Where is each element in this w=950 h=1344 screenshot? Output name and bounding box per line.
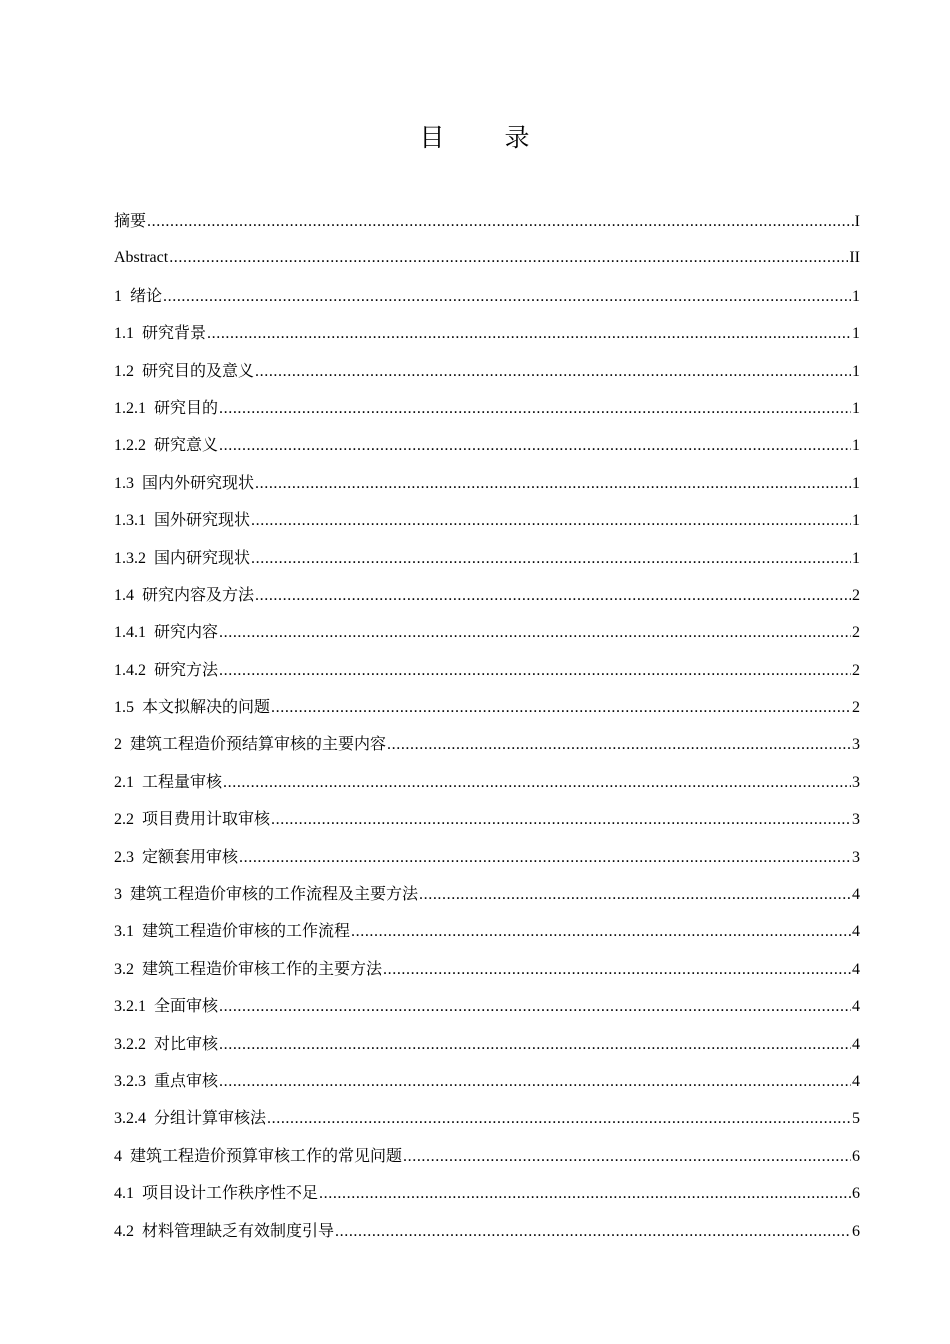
toc-entry-number: 4	[114, 1147, 122, 1165]
toc-entry-title: 工程量审核	[142, 771, 223, 791]
toc-dot-leader	[169, 239, 848, 276]
toc-entry-page-number: 4	[852, 1072, 860, 1090]
toc-entry[interactable]	[114, 1062, 860, 1099]
toc-entry-page-number: 4	[852, 998, 860, 1016]
toc-entry-number: 3.2.2	[114, 1035, 146, 1053]
toc-entry[interactable]	[114, 875, 860, 912]
toc-entry-title: 重点审核	[154, 1070, 219, 1090]
toc-entry[interactable]	[114, 501, 860, 538]
toc-entry[interactable]	[114, 1212, 860, 1249]
toc-entry[interactable]	[114, 613, 860, 650]
toc-dot-leader	[219, 427, 851, 464]
toc-entry-number: 1.2.1	[114, 399, 146, 417]
toc-entry-number: 1.4.2	[114, 661, 146, 679]
toc-entry-title: 国外研究现状	[154, 510, 251, 530]
toc-entry[interactable]	[114, 763, 860, 800]
toc-entry-number: 2.1	[114, 773, 134, 791]
toc-entry-page-number: 3	[852, 736, 860, 754]
toc-entry-number: 1.4	[114, 586, 134, 604]
toc-entry-number: 1.1	[114, 325, 134, 343]
toc-entry-title: 全面审核	[154, 996, 219, 1016]
toc-entry[interactable]	[114, 239, 860, 276]
toc-entry-page-number: 4	[852, 1035, 860, 1053]
toc-dot-leader	[403, 1138, 851, 1175]
toc-entry-page-number: 2	[852, 699, 860, 717]
toc-entry[interactable]	[114, 426, 860, 463]
toc-entry-title: 本文拟解决的问题	[142, 697, 271, 717]
toc-entry[interactable]	[114, 277, 860, 314]
toc-dot-leader	[163, 278, 851, 315]
toc-dot-leader	[351, 913, 851, 950]
toc-entry[interactable]	[114, 352, 860, 389]
toc-entry-title: 建筑工程造价审核工作的主要方法	[142, 958, 383, 978]
toc-entry-title: 研究内容	[154, 622, 219, 642]
toc-entry[interactable]	[114, 539, 860, 576]
toc-dot-leader	[419, 876, 851, 913]
toc-dot-leader	[271, 801, 851, 838]
toc-entry[interactable]	[114, 576, 860, 613]
toc-entry-number: 1	[114, 287, 122, 305]
toc-list	[114, 202, 860, 1249]
toc-entry[interactable]	[114, 1137, 860, 1174]
toc-entry[interactable]	[114, 800, 860, 837]
toc-entry-title: 国内研究现状	[154, 547, 251, 567]
toc-entry[interactable]	[114, 202, 860, 239]
toc-entry[interactable]	[114, 725, 860, 762]
toc-entry-number: 3.1	[114, 923, 134, 941]
toc-dot-leader	[383, 951, 851, 988]
toc-entry-title: 研究意义	[154, 435, 219, 455]
toc-entry-title: Abstract	[114, 249, 169, 267]
toc-entry-number: 4.2	[114, 1222, 134, 1240]
toc-dot-leader	[219, 1026, 851, 1063]
toc-dot-leader	[219, 1063, 851, 1100]
toc-entry-page-number: 1	[852, 437, 860, 455]
toc-entry-page-number: 2	[852, 661, 860, 679]
toc-entry-number: 2.3	[114, 848, 134, 866]
toc-entry-number: 1.3.2	[114, 549, 146, 567]
toc-entry[interactable]	[114, 1174, 860, 1211]
toc-entry-title: 建筑工程造价审核的工作流程	[142, 921, 351, 941]
toc-dot-leader	[251, 502, 851, 539]
toc-entry-page-number: 6	[852, 1185, 860, 1203]
toc-entry-number: 2.2	[114, 811, 134, 829]
toc-entry-page-number: II	[849, 249, 860, 267]
toc-dot-leader	[387, 726, 851, 763]
toc-entry-number: 1.4.1	[114, 624, 146, 642]
toc-entry-number: 1.2.2	[114, 437, 146, 455]
toc-dot-leader	[271, 689, 851, 726]
toc-entry-title: 建筑工程造价审核的工作流程及主要方法	[130, 884, 419, 904]
toc-entry-number: 3.2.1	[114, 998, 146, 1016]
toc-dot-leader	[255, 465, 851, 502]
toc-entry[interactable]	[114, 464, 860, 501]
toc-entry-page-number: 3	[852, 773, 860, 791]
toc-entry-page-number: 6	[852, 1147, 860, 1165]
toc-entry-title: 材料管理缺乏有效制度引导	[142, 1220, 335, 1240]
toc-entry-title: 研究目的	[154, 397, 219, 417]
toc-entry-title: 建筑工程造价预算审核工作的常见问题	[130, 1145, 403, 1165]
toc-entry-number: 3.2	[114, 960, 134, 978]
toc-entry[interactable]	[114, 389, 860, 426]
toc-entry-number: 1.3	[114, 474, 134, 492]
toc-entry-page-number: 2	[852, 586, 860, 604]
toc-dot-leader	[207, 315, 851, 352]
toc-entry-title: 摘要	[114, 211, 147, 230]
toc-dot-leader	[239, 839, 851, 876]
toc-dot-leader	[219, 390, 851, 427]
toc-entry-page-number: 1	[852, 325, 860, 343]
toc-entry-title: 研究内容及方法	[142, 584, 255, 604]
toc-entry-title: 建筑工程造价预结算审核的主要内容	[130, 734, 387, 754]
toc-entry-title: 项目费用计取审核	[142, 809, 271, 829]
toc-entry[interactable]	[114, 314, 860, 351]
toc-entry-number: 1.5	[114, 699, 134, 717]
toc-entry-title: 项目设计工作秩序性不足	[142, 1183, 319, 1203]
toc-dot-leader	[255, 353, 851, 390]
toc-dot-leader	[255, 577, 851, 614]
toc-entry[interactable]	[114, 950, 860, 987]
toc-entry-page-number: 2	[852, 624, 860, 642]
toc-dot-leader	[335, 1213, 851, 1250]
toc-entry-number: 4.1	[114, 1185, 134, 1203]
toc-entry-page-number: 1	[852, 399, 860, 417]
toc-entry-page-number: 4	[852, 923, 860, 941]
toc-entry-number: 2	[114, 736, 122, 754]
toc-entry-title: 绪论	[130, 285, 163, 305]
toc-entry-number: 3	[114, 886, 122, 904]
toc-title: 目 录	[419, 123, 556, 152]
toc-dot-leader	[219, 614, 851, 651]
toc-entry-number: 1.2	[114, 362, 134, 380]
toc-entry-title: 分组计算审核法	[154, 1108, 267, 1128]
toc-entry-title: 对比审核	[154, 1033, 219, 1053]
toc-entry-number: 3.2.3	[114, 1072, 146, 1090]
toc-entry-page-number: 3	[852, 848, 860, 866]
toc-entry-page-number: 4	[852, 886, 860, 904]
toc-dot-leader	[267, 1100, 851, 1137]
toc-entry-title: 定额套用审核	[142, 846, 239, 866]
toc-entry-number: 1.3.1	[114, 512, 146, 530]
toc-entry-page-number: I	[854, 213, 860, 230]
toc-entry-page-number: 1	[852, 474, 860, 492]
toc-dot-leader	[251, 540, 851, 577]
toc-entry-page-number: 1	[852, 512, 860, 530]
toc-entry-title: 研究方法	[154, 659, 219, 679]
toc-entry-title: 研究背景	[142, 323, 207, 343]
toc-entry-number: 3.2.4	[114, 1110, 146, 1128]
toc-entry[interactable]	[114, 688, 860, 725]
toc-dot-leader	[219, 652, 851, 689]
toc-dot-leader	[219, 988, 851, 1025]
toc-entry-page-number: 4	[852, 960, 860, 978]
toc-entry-page-number: 3	[852, 811, 860, 829]
toc-entry-page-number: 1	[852, 362, 860, 380]
toc-dot-leader	[223, 764, 851, 801]
toc-entry-page-number: 1	[852, 549, 860, 567]
toc-dot-leader	[319, 1175, 851, 1212]
toc-entry-page-number: 1	[852, 287, 860, 305]
toc-entry[interactable]	[114, 987, 860, 1024]
toc-entry-title: 研究目的及意义	[142, 360, 255, 380]
toc-entry-page-number: 6	[852, 1222, 860, 1240]
toc-entry[interactable]	[114, 838, 860, 875]
toc-entry[interactable]	[114, 651, 860, 688]
toc-entry-title: 国内外研究现状	[142, 472, 255, 492]
toc-entry[interactable]	[114, 912, 860, 949]
toc-entry[interactable]	[114, 1099, 860, 1136]
toc-entry[interactable]	[114, 1025, 860, 1062]
toc-entry-page-number: 5	[852, 1110, 860, 1128]
toc-dot-leader	[147, 203, 854, 240]
